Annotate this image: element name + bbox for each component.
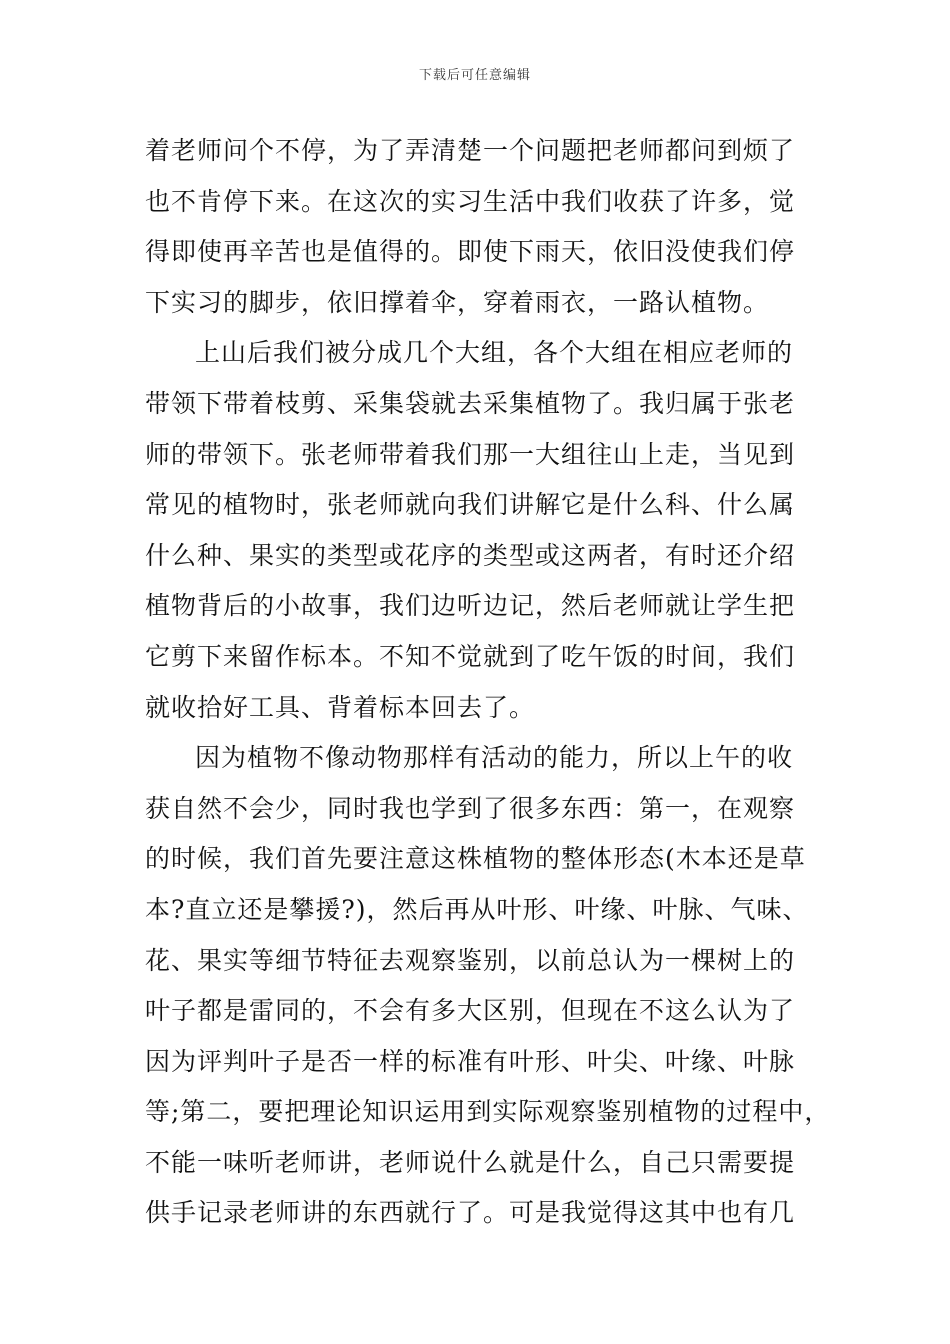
paragraph-start-line: 因为植物不像动物那样有活动的能力，所以上午的收 <box>195 743 794 773</box>
text-line: 等;第二，要把理论知识运用到实际观察鉴别植物的过程中， <box>145 1097 831 1127</box>
text-line: 什么种、果实的类型或花序的类型或这两者，有时还介绍 <box>145 540 796 570</box>
text-line: 带领下带着枝剪、采集袋就去采集植物了。我归属于张老 <box>145 388 796 418</box>
text-line: 叶子都是雷同的，不会有多大区别，但现在不这么认为了 <box>145 996 796 1026</box>
text-line: 本?直立还是攀援?)，然后再从叶形、叶缘、叶脉、气味、 <box>145 894 809 924</box>
text-line: 师的带领下。张老师带着我们那一大组往山上走，当见到 <box>145 439 796 469</box>
paragraph-start-line: 上山后我们被分成几个大组，各个大组在相应老师的 <box>195 338 794 368</box>
text-line: 常见的植物时，张老师就向我们讲解它是什么科、什么属 <box>145 490 796 520</box>
text-line: 它剪下来留作标本。不知不觉就到了吃午饭的时间，我们 <box>145 641 796 671</box>
text-line: 也不肯停下来。在这次的实习生活中我们收获了许多，觉 <box>145 186 796 216</box>
text-line: 植物背后的小故事，我们边听边记，然后老师就让学生把 <box>145 591 796 621</box>
text-line: 下实习的脚步，依旧撑着伞，穿着雨衣，一路认植物。 <box>145 287 770 317</box>
text-line: 得即使再辛苦也是值得的。即使下雨天，依旧没使我们停 <box>145 237 796 267</box>
text-line: 的时候，我们首先要注意这株植物的整体形态(木本还是草 <box>145 844 806 874</box>
text-line: 供手记录老师讲的东西就行了。可是我觉得这其中也有几 <box>145 1198 796 1228</box>
text-line: 着老师问个不停，为了弄清楚一个问题把老师都问到烦了 <box>145 136 796 165</box>
page-header: 下载后可任意编辑 <box>418 68 531 83</box>
text-line: 获自然不会少，同时我也学到了很多东西：第一，在观察 <box>145 793 796 823</box>
text-line: 花、果实等细节特征去观察鉴别，以前总认为一棵树上的 <box>145 945 796 975</box>
text-line: 就收拾好工具、背着标本回去了。 <box>145 692 536 722</box>
text-line: 因为评判叶子是否一样的标准有叶形、叶尖、叶缘、叶脉 <box>145 1046 796 1076</box>
text-line: 不能一味听老师讲，老师说什么就是什么，自己只需要提 <box>145 1147 796 1177</box>
document-body <box>145 126 831 1239</box>
